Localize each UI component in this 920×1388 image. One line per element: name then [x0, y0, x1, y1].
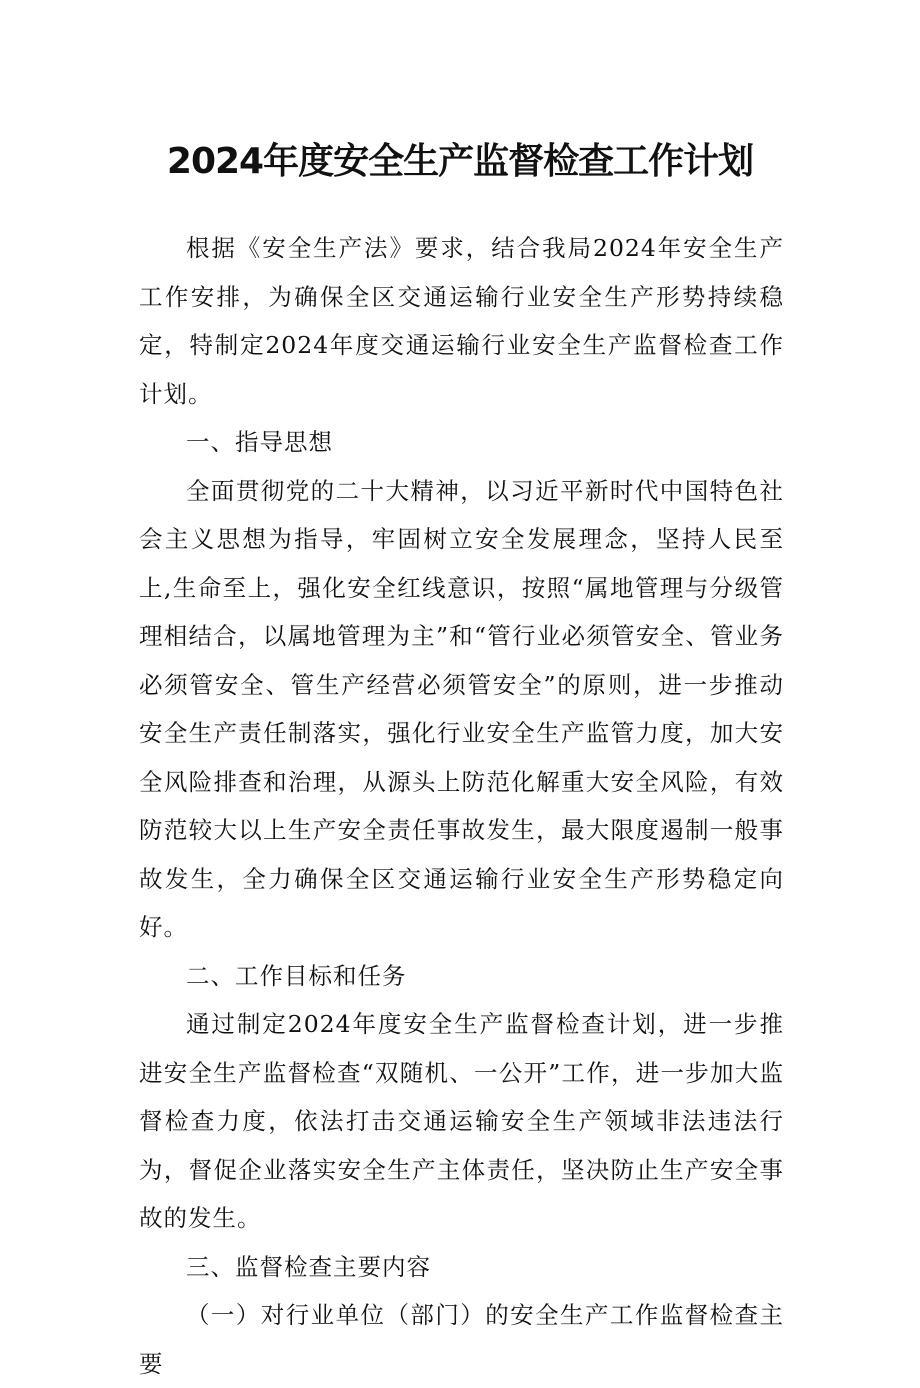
subsection-paragraph-1: （一）对行业单位（部门）的安全生产工作监督检查主要: [139, 1301, 784, 1378]
intro-paragraph: 根据《安全生产法》要求，结合我局2024年安全生产工作安排，为确保全区交通运输行业安全生产形势持续稳定，特制定2024年度交通运输行业安全生产监督检查工作计划。: [139, 234, 784, 408]
guiding-ideology-paragraph: 全面贯彻党的二十大精神，以习近平新时代中国特色社会主义思想为指导，牢固树立安全发展理念，坚持人民至上,生命至上，强化安全红线意识，按照“属地管理与分级管理相结合，以属地管理为主”和“管行业必须管安全、管业务必须管安全、管生产经营必须管安全”的原则，进一步推动安全生产责任制落实，强化行业安全生产监管力度，加大安全风险排查和治理，从源头上防范化解重大安全风险，有效防范较大以上生产安全责任事故发生，最大限度遏制一般事故发生，全力确保全区交通运输行业安全生产形势稳定向好。: [139, 476, 784, 941]
document-body: [139, 224, 784, 1388]
document-title: 2024年度安全生产监督检查工作计划: [166, 141, 754, 183]
section-heading-guiding-ideology: 一、指导思想: [186, 428, 333, 456]
section-heading-goals-tasks: 二、工作目标和任务: [186, 961, 407, 990]
section-heading-inspection-content: 三、监督检查主要内容: [186, 1252, 431, 1281]
goals-tasks-paragraph: 通过制定2024年度安全生产监督检查计划，进一步推进安全生产监督检查“双随机、一公开”工作，进一步加大监督检查力度，依法打击交通运输安全生产领域非法违法行为，督促企业落实安全生产主体责任，坚决防止生产安全事故的发生。: [139, 1010, 784, 1232]
